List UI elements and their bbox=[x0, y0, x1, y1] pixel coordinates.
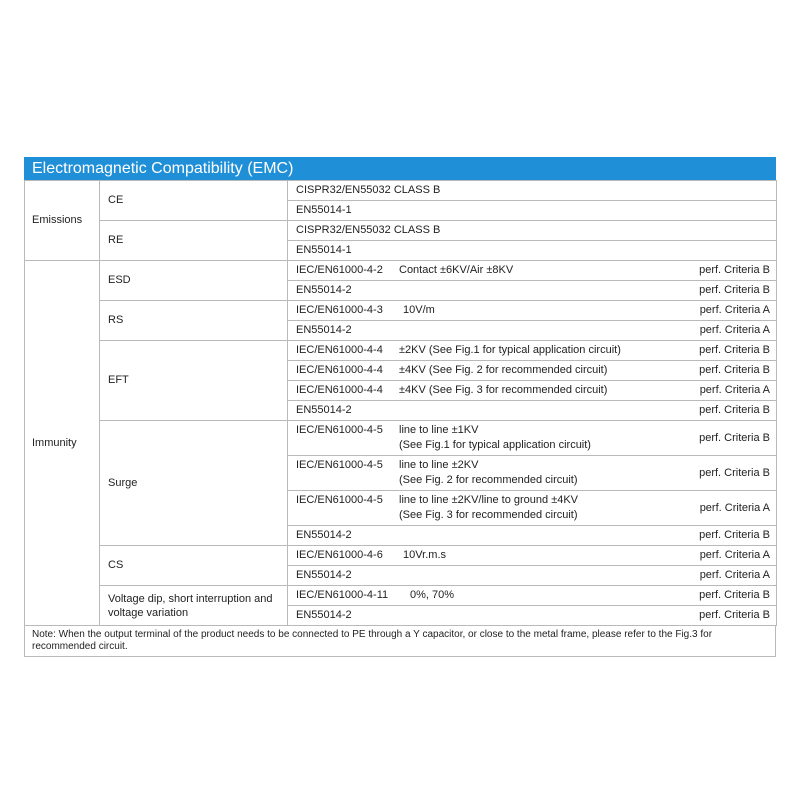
criteria-label: perf. Criteria B bbox=[699, 264, 770, 276]
criteria-label: perf. Criteria B bbox=[699, 589, 770, 601]
standard-cell: IEC/EN61000-4-5 line to line ±1KV (See Fig.1 for typical application circuit) perf. Criteria B bbox=[288, 421, 777, 456]
table-row bbox=[25, 546, 777, 566]
standard-cell: CISPR32/EN55032 CLASS B bbox=[288, 181, 777, 201]
criteria-label: perf. Criteria B bbox=[699, 609, 770, 621]
criteria-label: perf. Criteria A bbox=[699, 549, 770, 561]
standard-cell: IEC/EN61000-4-5 line to line ±2KV (See Fig. 2 for recommended circuit) perf. Criteria B bbox=[288, 456, 777, 491]
standard-cell: EN55014-2 perf. Criteria B bbox=[288, 606, 777, 626]
criteria-label: perf. Criteria A bbox=[699, 502, 770, 514]
standard-cell: EN55014-2 perf. Criteria A bbox=[288, 321, 777, 341]
table-row bbox=[25, 181, 777, 201]
standard-cell: EN55014-1 bbox=[288, 201, 777, 221]
criteria-label: perf. Criteria B bbox=[699, 364, 770, 376]
standard-cell: EN55014-1 bbox=[288, 241, 777, 261]
standard-cell: IEC/EN61000-4-6 10Vr.m.s perf. Criteria A bbox=[288, 546, 777, 566]
subcategory-esd: ESD bbox=[100, 261, 288, 301]
subcategory-rs: RS bbox=[100, 301, 288, 341]
criteria-label: perf. Criteria B bbox=[699, 467, 770, 479]
criteria-label: perf. Criteria B bbox=[699, 404, 770, 416]
table-row bbox=[25, 421, 777, 456]
standard-cell: CISPR32/EN55032 CLASS B bbox=[288, 221, 777, 241]
table-row bbox=[25, 301, 777, 321]
subcategory-ce: CE bbox=[100, 181, 288, 221]
criteria-label: perf. Criteria A bbox=[699, 304, 770, 316]
subcategory-cs: CS bbox=[100, 546, 288, 586]
criteria-label: perf. Criteria A bbox=[699, 384, 770, 396]
category-emissions: Emissions bbox=[25, 181, 100, 261]
criteria-label: perf. Criteria B bbox=[699, 529, 770, 541]
standard-cell: IEC/EN61000-4-4 ±4KV (See Fig. 2 for recommended circuit) perf. Criteria B bbox=[288, 361, 777, 381]
standard-cell: EN55014-2 perf. Criteria B bbox=[288, 281, 777, 301]
table-row bbox=[25, 341, 777, 361]
emc-table bbox=[24, 180, 777, 626]
standard-cell: IEC/EN61000-4-5 line to line ±2KV/line to ground ±4KV (See Fig. 3 for recommended circuit) perf. Criteria A bbox=[288, 491, 777, 526]
section-title: Electromagnetic Compatibility (EMC) bbox=[24, 157, 776, 180]
table-row bbox=[25, 261, 777, 281]
criteria-label: perf. Criteria B bbox=[699, 432, 770, 444]
table-row bbox=[25, 586, 777, 606]
standard-cell: IEC/EN61000-4-3 10V/m perf. Criteria A bbox=[288, 301, 777, 321]
standard-cell: IEC/EN61000-4-4 ±4KV (See Fig. 3 for recommended circuit) perf. Criteria A bbox=[288, 381, 777, 401]
category-immunity: Immunity bbox=[25, 261, 100, 626]
criteria-label: perf. Criteria A bbox=[699, 324, 770, 336]
standard-cell: EN55014-2 perf. Criteria B bbox=[288, 526, 777, 546]
standard-cell: IEC/EN61000-4-4 ±2KV (See Fig.1 for typical application circuit) perf. Criteria B bbox=[288, 341, 777, 361]
subcategory-surge: Surge bbox=[100, 421, 288, 546]
emc-table-panel bbox=[24, 157, 776, 657]
table-row bbox=[25, 221, 777, 241]
subcategory-voltage-dip: Voltage dip, short interruption and voltage variation bbox=[100, 586, 288, 626]
table-note: Note: When the output terminal of the product needs to be connected to PE through a Y capacitor, or close to the metal frame, please refer to the Fig.3 for recommended circuit. bbox=[24, 626, 776, 657]
standard-cell: EN55014-2 perf. Criteria A bbox=[288, 566, 777, 586]
criteria-label: perf. Criteria B bbox=[699, 344, 770, 356]
subcategory-eft: EFT bbox=[100, 341, 288, 421]
standard-cell: IEC/EN61000-4-2 Contact ±6KV/Air ±8KV perf. Criteria B bbox=[288, 261, 777, 281]
criteria-label: perf. Criteria A bbox=[699, 569, 770, 581]
standard-cell: EN55014-2 perf. Criteria B bbox=[288, 401, 777, 421]
criteria-label: perf. Criteria B bbox=[699, 284, 770, 296]
subcategory-re: RE bbox=[100, 221, 288, 261]
standard-cell: IEC/EN61000-4-11 0%, 70% perf. Criteria B bbox=[288, 586, 777, 606]
